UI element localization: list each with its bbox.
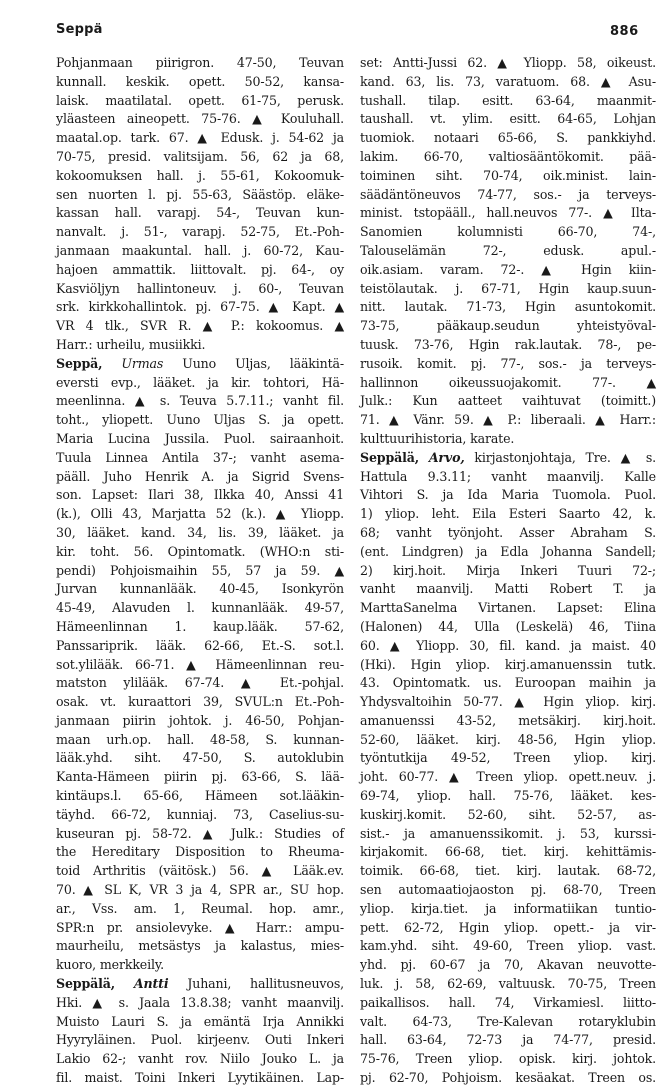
text-line [360,167,656,186]
text-line [56,148,344,167]
text-run: matston ylilääk. 67-74. ▲ Et.-pohjal. [56,675,344,691]
text-line [360,1013,656,1032]
text-line [56,261,344,280]
text-run: Jurvan kunnanlääk. 40-45, Isonkyrön [56,581,344,597]
text-line [56,374,344,393]
text-line [56,674,344,693]
text-line [360,674,656,693]
text-run: Harr.: urheilu, musiikki. [56,336,206,352]
text-line [56,825,344,844]
text-run: kand. 63, lis. 73, varatuom. 68. ▲ Asu- [360,73,656,89]
text-line [56,355,344,374]
text-run: (k.), Olli 43, Marjatta 52 (k.). ▲ Yliopp. [56,506,344,522]
text-run: Lakio 62-; vanht rov. Niilo Jouko L. ja [56,1051,344,1067]
text-run: laisk. maatilatal. opett. 61-75, perusk. [56,92,344,108]
text-run: 2) kirj.hoit. Mirja Inkeri Tuuri 72-; [360,562,656,578]
text-run: kuoro, merkkeily. [56,957,165,973]
page-number: 886 [610,24,639,39]
text-run: 52-60, lääket. kirj. 48-56, Hgin yliop. [360,731,656,747]
running-head: Seppä [56,22,103,37]
text-line [360,543,656,562]
text-run: täyhd. 66-72, kunniaj. 73, Caselius-su- [56,806,344,822]
text-run: toht., yliopett. Uuno Uljas S. ja opett. [56,412,344,428]
text-run: sot.ylilääk. 66-71. ▲ Hämeenlinnan reu- [56,656,344,672]
text-line [360,336,656,355]
text-run: Hattula 9.3.11; vanht maanvilj. Kalle [360,468,656,484]
text-run: Yhdysvaltoihin 50-77. ▲ Hgin yliop. kirj. [360,694,656,710]
text-line [56,562,344,581]
text-run: minist. tstopääll., hall.neuvos 77-. ▲ Ilta- [360,205,656,221]
text-run: maurheilu, metsästys ja kalastus, mies- [56,938,344,954]
text-run: tuusk. 73-76, Hgin rak.lautak. 78-, pe- [360,336,656,352]
text-run: hallinnon oikeussuojakomit. 77-. ▲ [360,374,656,390]
entry-given-name: Arvo, [428,449,465,465]
text-line [360,1050,656,1069]
text-run: 73-75, pääkaup.seudun yhteistyöval- [360,318,656,334]
text-line [56,543,344,562]
text-line [360,1031,656,1050]
text-run: kam.yhd. siht. 49-60, Treen yliop. vast. [360,938,656,954]
text-line [360,637,656,656]
text-run: Sanomien kolumnisti 66-70, 74-, [360,224,656,240]
text-run: kassan hall. varapj. 54-, Teuvan kun- [56,205,344,221]
right-column [360,54,656,1088]
text-line [360,656,656,675]
text-line [360,374,656,393]
text-line [56,129,344,148]
text-line [360,806,656,825]
text-run: työntutkija 49-52, Treen yliop. kirj. [360,750,656,766]
text-run: janmaan piirin johtok. j. 46-50, Pohjan- [56,712,344,728]
text-line [360,392,656,411]
text-line [56,599,344,618]
text-run: 30, lääket. kand. 34, lis. 39, lääket. ja [56,524,344,540]
text-run: 70. ▲ SL K, VR 3 ja 4, SPR ar., SU hop. [56,882,344,898]
text-line [360,148,656,167]
text-run: Talouselämän 72-, edusk. apul.- [360,242,656,258]
text-run: pääll. Juho Henrik A. ja Sigrid Svens- [56,468,344,484]
text-run: nitt. lautak. 71-73, Hgin asuntokomit. [360,299,656,315]
text-run: sen automaatiojaoston pj. 68-70, Treen [360,882,656,898]
text-line [56,223,344,242]
text-run: toimik. 66-68, tiet. kirj. lautak. 68-72, [360,863,656,879]
text-run: osak. vt. kuraattori 39, SVUL:n Et.-Poh- [56,694,344,710]
text-run: Tuula Linnea Antila 37-; vanht asema- [56,449,344,465]
text-run: 71. ▲ Vänr. 59. ▲ P.: liberaali. ▲ Harr.: [360,412,656,428]
text-run: kuseuran pj. 58-72. ▲ Julk.: Studies of [56,825,344,841]
text-line [56,167,344,186]
text-line [56,881,344,900]
text-line [56,937,344,956]
text-run: 68; vanht työnjoht. Asser Abraham S. [360,524,656,540]
text-run: tuomiok. notaari 65-66, S. pankkiyhd. [360,130,656,146]
text-line [360,1069,656,1088]
text-line [360,449,656,468]
text-line [56,92,344,111]
text-line [360,280,656,299]
text-line [360,862,656,881]
text-run: Uuno Uljas, lääkintä- [163,355,344,371]
text-run: the Hereditary Disposition to Rheuma- [56,844,344,860]
text-line [56,336,344,355]
text-run: VR 4 tlk., SVR R. ▲ P.: kokoomus. ▲ [56,318,344,334]
text-run: lakim. 66-70, valtiosääntökomit. pää- [360,148,656,164]
text-line [360,73,656,92]
text-run: Juhani, hallitusneuvos, [168,976,344,992]
text-run: luk. j. 58, 62-69, valtuusk. 70-75, Treen [360,976,656,992]
text-line [56,1031,344,1050]
text-run: rusoik. komit. pj. 77-, sos.- ja terveys- [360,355,656,371]
text-run: 45-49, Alavuden l. kunnanlääk. 49-57, [56,600,344,616]
text-line [56,392,344,411]
text-line [360,486,656,505]
text-run: Panssariprik. lääk. 62-66, Et.-S. sot.l. [56,637,344,653]
text-run: 1) yliop. leht. Eila Esteri Saarto 42, k. [360,506,656,522]
text-line [56,843,344,862]
text-line [56,994,344,1013]
text-run: son. Lapset: Ilari 38, Ilkka 40, Anssi 41 [56,487,344,503]
text-run: Kasviöljyn hallintoneuv. j. 60-, Teuvan [56,280,344,296]
text-run: tushall. tilap. esitt. 63-64, maanmit- [360,92,656,108]
text-line [360,900,656,919]
text-line [56,430,344,449]
text-run: joht. 60-77. ▲ Treen yliop. opett.neuv. j. [360,769,656,785]
text-run: pj. 62-70, Pohjoism. kesäakat. Treen os. [360,1070,656,1086]
text-line [56,204,344,223]
text-run: maatal.op. tark. 67. ▲ Edusk. j. 54-62 ja [56,130,344,146]
text-run: kulttuurihistoria, karate. [360,430,515,446]
text-line [360,261,656,280]
text-line [360,599,656,618]
text-line [360,618,656,637]
text-run [115,976,134,991]
text-run: yhd. pj. 60-67 ja 70, Akavan neuvotte- [360,957,656,973]
text-run: Maria Lucina Jussila. Puol. sairaanhoit. [56,430,344,446]
text-line [360,298,656,317]
text-run: ar., Vss. am. 1, Reumal. hop. amr., [56,900,344,916]
text-line [360,110,656,129]
text-run: srk. kirkkohallintok. pj. 67-75. ▲ Kapt. ▲ [56,299,344,315]
text-run: Kanta-Hämeen piirin pj. 63-66, S. lää- [56,769,344,785]
text-line [56,806,344,825]
text-run: 60. ▲ Yliopp. 30, fil. kand. ja maist. 40 [360,637,656,653]
text-line [360,430,656,449]
text-run: (Halonen) 44, Ulla (Leskelä) 46, Tiina [360,618,656,634]
text-line [360,843,656,862]
text-run [102,356,121,371]
text-line [360,825,656,844]
text-run: janmaan maakuntal. hall. j. 60-72, Kau- [56,242,344,258]
text-line [56,186,344,205]
text-run: kir. toht. 56. Opintomatk. (WHO:n sti- [56,543,344,559]
text-line [56,486,344,505]
text-run: yliop. kirja.tiet. ja informatiikan tuntio- [360,900,656,916]
text-run: pett. 62-72, Hgin yliop. opett.- ja vir- [360,919,656,935]
text-line [56,298,344,317]
text-line [360,129,656,148]
text-line [56,1013,344,1032]
text-line [360,524,656,543]
text-run: kunnall. keskik. opett. 50-52, kansa- [56,73,344,89]
text-run: SPR:n pr. ansiolevyke. ▲ Harr.: ampu- [56,919,344,935]
text-line [56,637,344,656]
text-line [360,881,656,900]
text-line [360,562,656,581]
text-line [360,693,656,712]
text-line [56,712,344,731]
text-line [56,1050,344,1069]
text-line [360,937,656,956]
text-line [56,54,344,73]
text-line [360,505,656,524]
entry-surname: Seppälä, [56,976,116,992]
text-line [56,768,344,787]
text-run: (Hki). Hgin yliop. kirj.amanuenssin tutk. [360,656,656,672]
text-line [360,204,656,223]
text-line [56,975,344,994]
text-line [56,317,344,336]
text-line [56,787,344,806]
text-run: Hki. ▲ s. Jaala 13.8.38; vanht maanvilj. [56,994,344,1010]
text-run: (ent. Lindgren) ja Edla Johanna Sandell; [360,543,656,559]
text-run: sist.- ja amanuenssikomit. j. 53, kurssi- [360,825,656,841]
text-line [360,768,656,787]
text-line [360,975,656,994]
text-line [360,956,656,975]
text-line [56,524,344,543]
text-run: Julk.: Kun aatteet vaihtuvat (toimitt.) [360,393,656,409]
text-run: Muisto Lauri S. ja emäntä Irja Annikki [56,1013,344,1029]
text-run: yläasteen aineopett. 75-76. ▲ Kouluhall. [56,111,344,127]
entry-given-name: Antti [133,976,169,992]
text-run: teistölautak. j. 67-71, Hgin kaup.suun- [360,280,656,296]
text-run: 43. Opintomatk. us. Euroopan maihin ja [360,675,656,691]
text-run: meenlinna. ▲ s. Teuva 5.7.11.; vanht fil. [56,393,344,409]
text-line [360,787,656,806]
text-line [56,693,344,712]
text-run: kirjastonjohtaja, Tre. ▲ s. [464,449,656,465]
entry-surname: Seppä, [56,355,103,371]
text-line [56,73,344,92]
text-run: säädäntöneuvos 74-77, sos.- ja terveys- [360,186,656,202]
text-line [56,749,344,768]
text-line [56,242,344,261]
text-line [360,92,656,111]
text-line [360,580,656,599]
text-run: pendi) Pohjoismaihin 55, 57 ja 59. ▲ [56,562,344,578]
text-run: kintäups.l. 65-66, Hämeen sot.lääkin- [56,788,344,804]
text-run: paikallisos. hall. 74, Virkamiesl. liitto- [360,994,656,1010]
text-run: kirjakomit. 66-68, tiet. kirj. kehittämis- [360,844,656,860]
text-run: toiminen siht. 70-74, oik.minist. lain- [360,167,656,183]
text-line [56,618,344,637]
text-line [360,468,656,487]
text-run: eversti evp., lääket. ja kir. tohtori, Hä- [56,374,344,390]
text-line [360,731,656,750]
text-run: hajoen ammattik. liittovalt. pj. 64-, oy [56,261,344,277]
text-run: lääk.yhd. siht. 47-50, S. autoklubin [56,750,344,766]
text-line [360,242,656,261]
text-line [56,449,344,468]
text-run: sen nuorten l. pj. 55-63, Säästöp. eläke- [56,186,344,202]
text-line [56,580,344,599]
text-line [56,900,344,919]
text-line [56,280,344,299]
text-run: Hyyryläinen. Puol. kirjeenv. Outi Inkeri [56,1032,344,1048]
text-run: amanuenssi 43-52, metsäkirj. kirj.hoit. [360,712,656,728]
text-run: taushall. vt. ylim. esitt. 64-65, Lohjan [360,111,656,127]
text-line [56,505,344,524]
text-line [56,731,344,750]
text-line [360,54,656,73]
text-run: kuskirj.komit. 52-60, siht. 52-57, as- [360,806,656,822]
text-line [360,749,656,768]
text-line [56,862,344,881]
text-run: MarttaSanelma Virtanen. Lapset: Elina [360,600,656,616]
text-line [360,317,656,336]
text-line [56,411,344,430]
text-run: fil. maist. Toini Inkeri Lyytikäinen. Lap- [56,1070,344,1086]
entry-surname: Seppälä, [360,449,420,465]
text-run: oik.asiam. varam. 72-. ▲ Hgin kiin- [360,261,656,277]
text-run: Hämeenlinnan 1. kaup.lääk. 57-62, [56,618,344,634]
text-run: 70-75, presid. valitsijam. 56, 62 ja 68, [56,148,344,164]
text-run: Pohjanmaan piirigron. 47-50, Teuvan [56,55,344,70]
text-run: maan urh.op. hall. 48-58, S. kunnan- [56,731,344,747]
entry-given-name: Urmas [121,355,164,371]
text-line [56,956,344,975]
text-line [360,712,656,731]
text-line [56,110,344,129]
text-line [56,468,344,487]
text-line [360,994,656,1013]
text-run: 69-74, yliop. hall. 75-76, lääket. kes- [360,788,656,804]
text-run: toid Arthritis (väitösk.) 56. ▲ Lääk.ev. [56,863,344,879]
text-run: Vihtori S. ja Ida Maria Tuomola. Puol. [360,487,656,503]
text-run: hall. 63-64, 72-73 ja 74-77, presid. [360,1032,656,1048]
text-line [56,919,344,938]
text-run: valt. 64-73, Tre-Kalevan rotaryklubin [360,1013,656,1029]
text-line [56,1069,344,1088]
text-run [419,450,429,465]
text-run: kokoomuksen hall. j. 55-61, Kokoomuk- [56,167,344,183]
text-line [360,411,656,430]
text-run: vanht maanvilj. Matti Robert T. ja [360,581,656,597]
text-line [56,656,344,675]
text-line [360,919,656,938]
text-run: nanvalt. j. 51-, varapj. 52-75, Et.-Poh- [56,224,344,240]
left-column [56,54,344,1088]
text-line [360,223,656,242]
text-run: 75-76, Treen yliop. opisk. kirj. johtok. [360,1051,656,1067]
text-line [360,355,656,374]
text-line [360,186,656,205]
text-run: set: Antti-Jussi 62. ▲ Yliopp. 58, oikeust. [360,55,656,70]
